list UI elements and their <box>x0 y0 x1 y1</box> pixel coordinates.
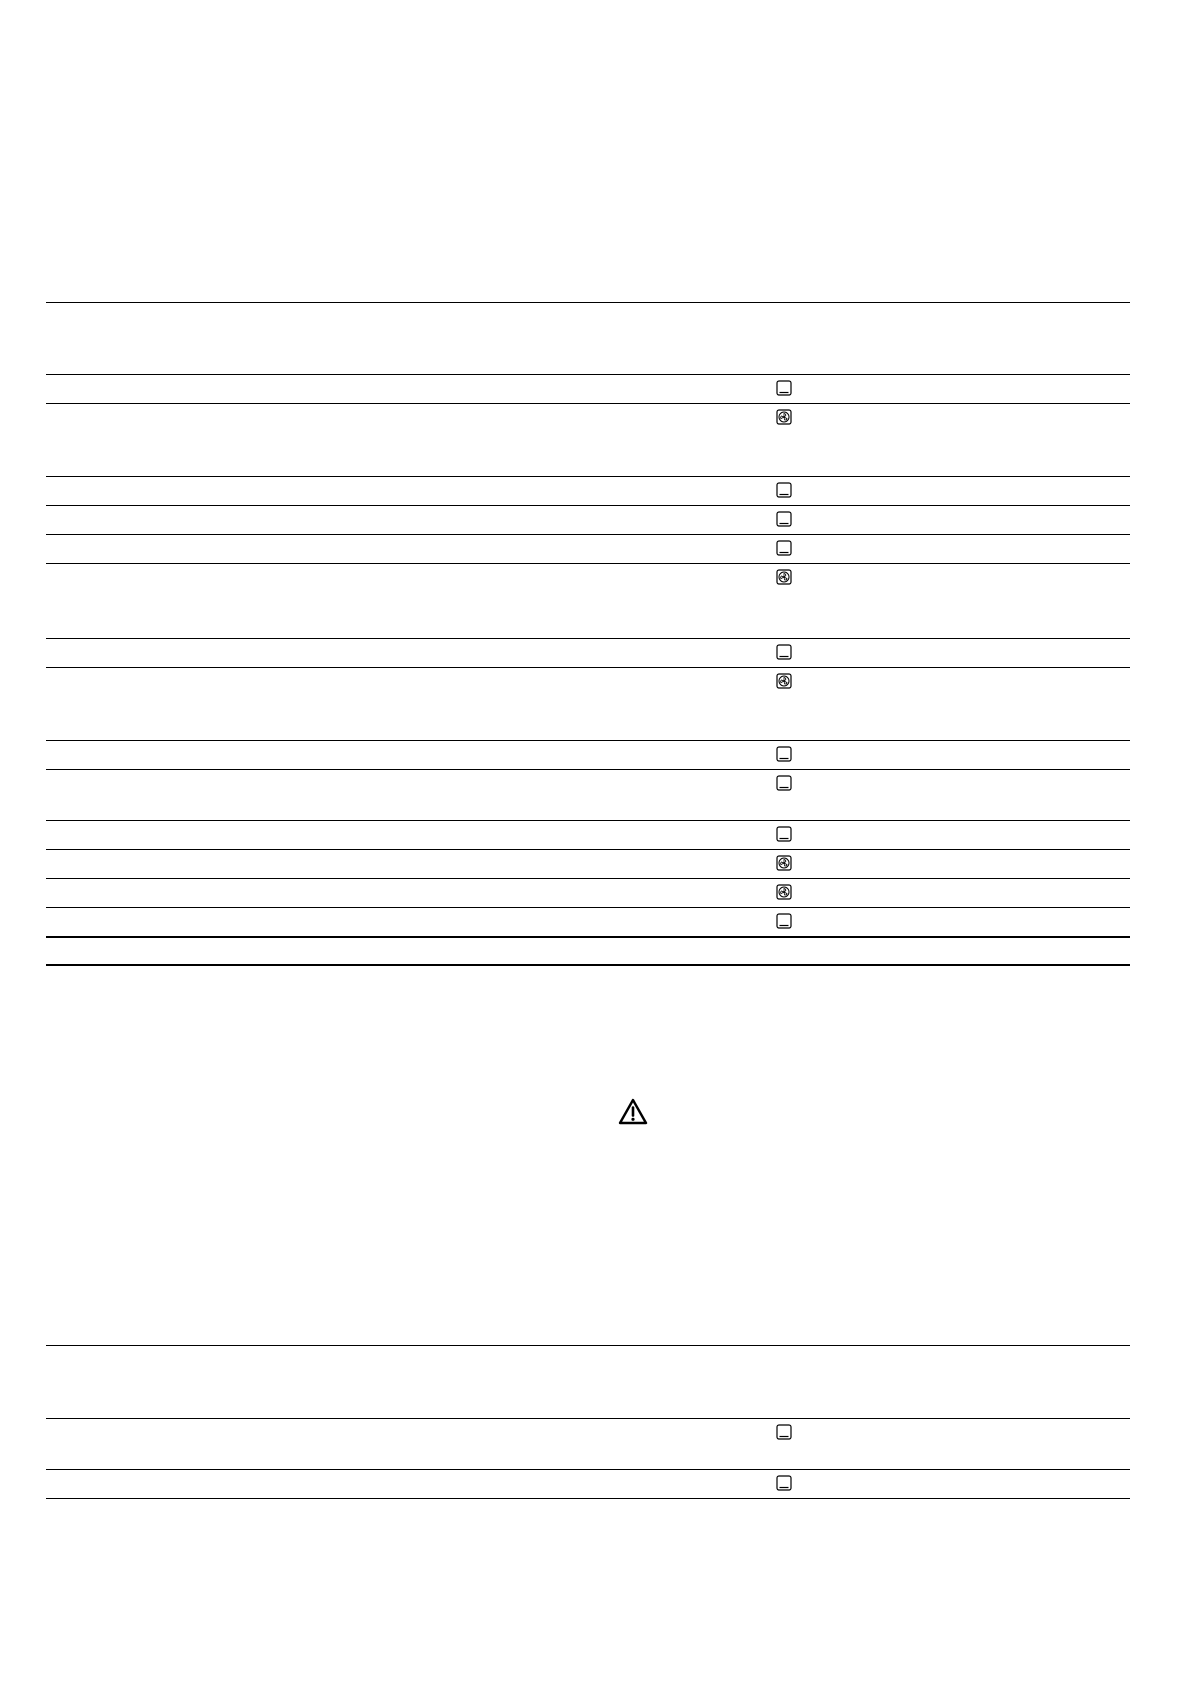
fan-heat-icon <box>776 884 792 900</box>
conventional-heat-icon <box>776 644 792 660</box>
table-row <box>46 639 1130 668</box>
conventional-heat-icon <box>776 511 792 527</box>
conventional-heat-icon <box>776 540 792 556</box>
conventional-heat-icon <box>776 826 792 842</box>
table-header-row <box>46 1345 1130 1419</box>
table-row <box>46 404 1130 477</box>
table-row <box>46 1470 1130 1499</box>
table-footer-row <box>46 938 1130 966</box>
fan-heat-icon <box>776 409 792 425</box>
table-row <box>46 770 1130 821</box>
warning-triangle-icon <box>618 1098 648 1125</box>
table-row <box>46 741 1130 770</box>
table-row <box>46 535 1130 564</box>
conventional-heat-icon <box>776 746 792 762</box>
table-row <box>46 668 1130 741</box>
table-row <box>46 1419 1130 1470</box>
cooking-table <box>46 302 1130 962</box>
fan-heat-icon <box>776 855 792 871</box>
conventional-heat-icon <box>776 380 792 396</box>
fan-heat-icon <box>776 569 792 585</box>
table-row <box>46 850 1130 879</box>
conventional-heat-icon <box>776 913 792 929</box>
conventional-heat-icon <box>776 1475 792 1491</box>
table-row <box>46 879 1130 908</box>
table-row <box>46 564 1130 639</box>
cooking-table-2 <box>46 1345 1130 1500</box>
table-row <box>46 375 1130 404</box>
table-header-row <box>46 302 1130 375</box>
conventional-heat-icon <box>776 482 792 498</box>
table-row <box>46 908 1130 938</box>
conventional-heat-icon <box>776 1424 792 1440</box>
fan-heat-icon <box>776 673 792 689</box>
table-row <box>46 477 1130 506</box>
table-row <box>46 506 1130 535</box>
table-row <box>46 821 1130 850</box>
conventional-heat-icon <box>776 775 792 791</box>
